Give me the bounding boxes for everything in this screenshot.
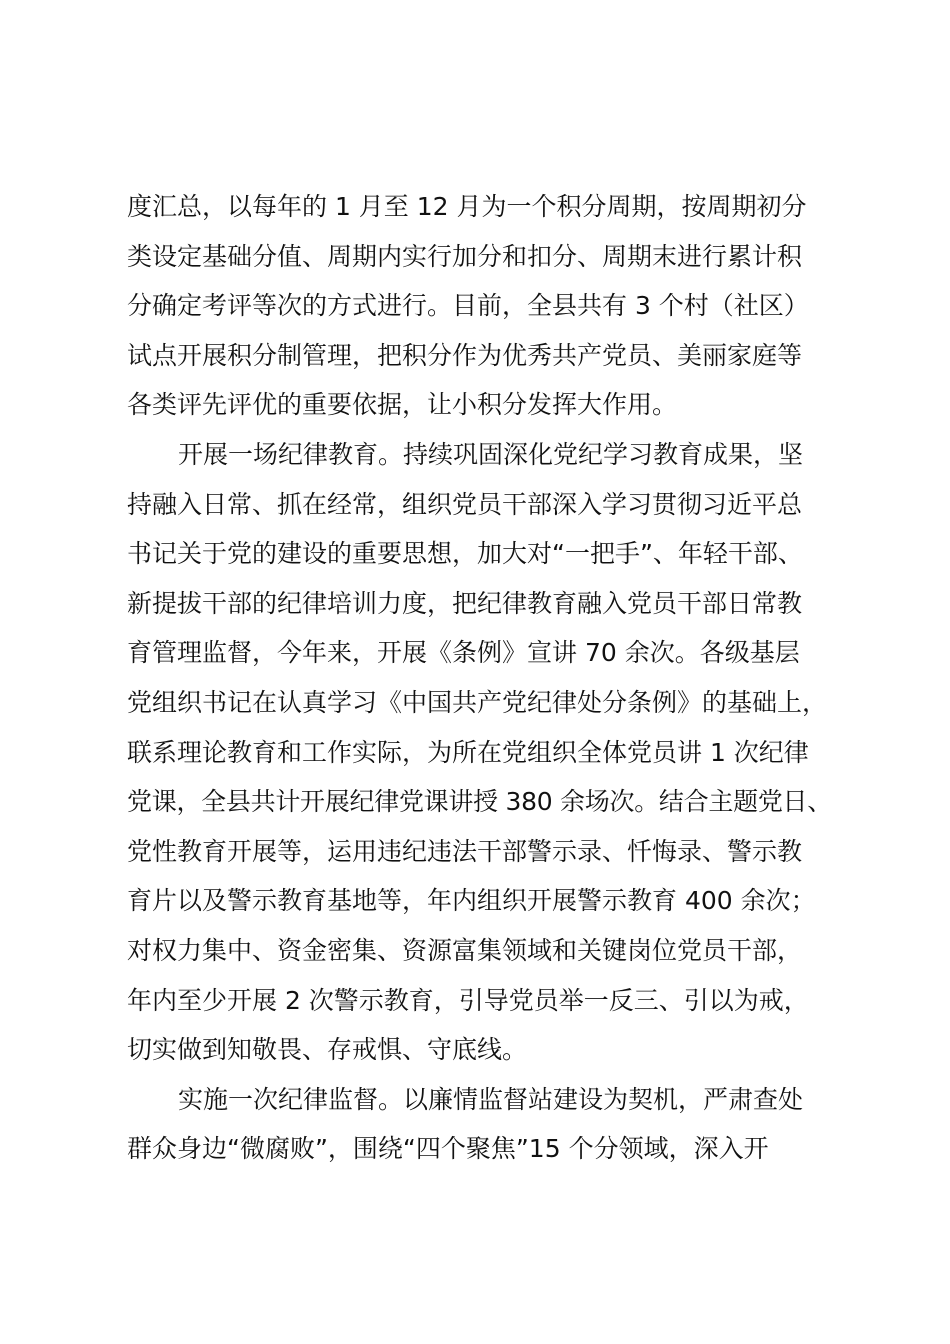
- text-line: 各类评先评优的重要依据，让小积分发挥大作用。: [127, 390, 678, 420]
- paragraph-first-line: 实施一次纪律监督。以廉情监督站建设为契机，严肃查处: [178, 1084, 804, 1114]
- text-line: 育管理监督，今年来，开展《条例》宣讲 70 余次。各级基层: [127, 638, 800, 668]
- text-line: 切实做到知敬畏、存戒惧、守底线。: [127, 1035, 528, 1065]
- text-line: 党组织书记在认真学习《中国共产党纪律处分条例》的基础上，: [127, 687, 828, 717]
- text-line: 度汇总，以每年的 1 月至 12 月为一个积分周期，按周期初分: [127, 192, 807, 221]
- text-line: 对权力集中、资金密集、资源富集领域和关键岗位党员干部，: [127, 935, 803, 965]
- text-line: 类设定基础分值、周期内实行加分和扣分、周期末进行累计积: [127, 241, 803, 271]
- text-line: 育片以及警示教育基地等，年内组织开展警示教育 400 余次；: [127, 886, 816, 916]
- text-line: 年内至少开展 2 次警示教育，引导党员举一反三、引以为戒，: [127, 985, 809, 1015]
- text-line: 群众身边“微腐败”，围绕“四个聚焦”15 个分领域，深入开: [127, 1134, 769, 1164]
- document-body: [127, 182, 832, 1174]
- text-line: 党课，全县共计开展纪律党课讲授 380 余场次。结合主题党日、: [127, 787, 832, 817]
- text-line: 试点开展积分制管理，把积分作为优秀共产党员、美丽家庭等: [127, 340, 803, 370]
- text-line: 联系理论教育和工作实际，为所在党组织全体党员讲 1 次纪律: [127, 737, 809, 767]
- paragraph-first-line: 开展一场纪律教育。持续巩固深化党纪学习教育成果，坚: [178, 439, 804, 469]
- text-line: 新提拔干部的纪律培训力度，把纪律教育融入党员干部日常教: [127, 588, 803, 618]
- text-line: 党性教育开展等，运用违纪违法干部警示录、忏悔录、警示教: [127, 836, 803, 866]
- text-line: 书记关于党的建设的重要思想，加大对“一把手”、年轻干部、: [127, 539, 803, 569]
- text-line: 分确定考评等次的方式进行。目前，全县共有 3 个村（社区）: [127, 291, 809, 321]
- text-line: 持融入日常、抓在经常，组织党员干部深入学习贯彻习近平总: [127, 489, 803, 519]
